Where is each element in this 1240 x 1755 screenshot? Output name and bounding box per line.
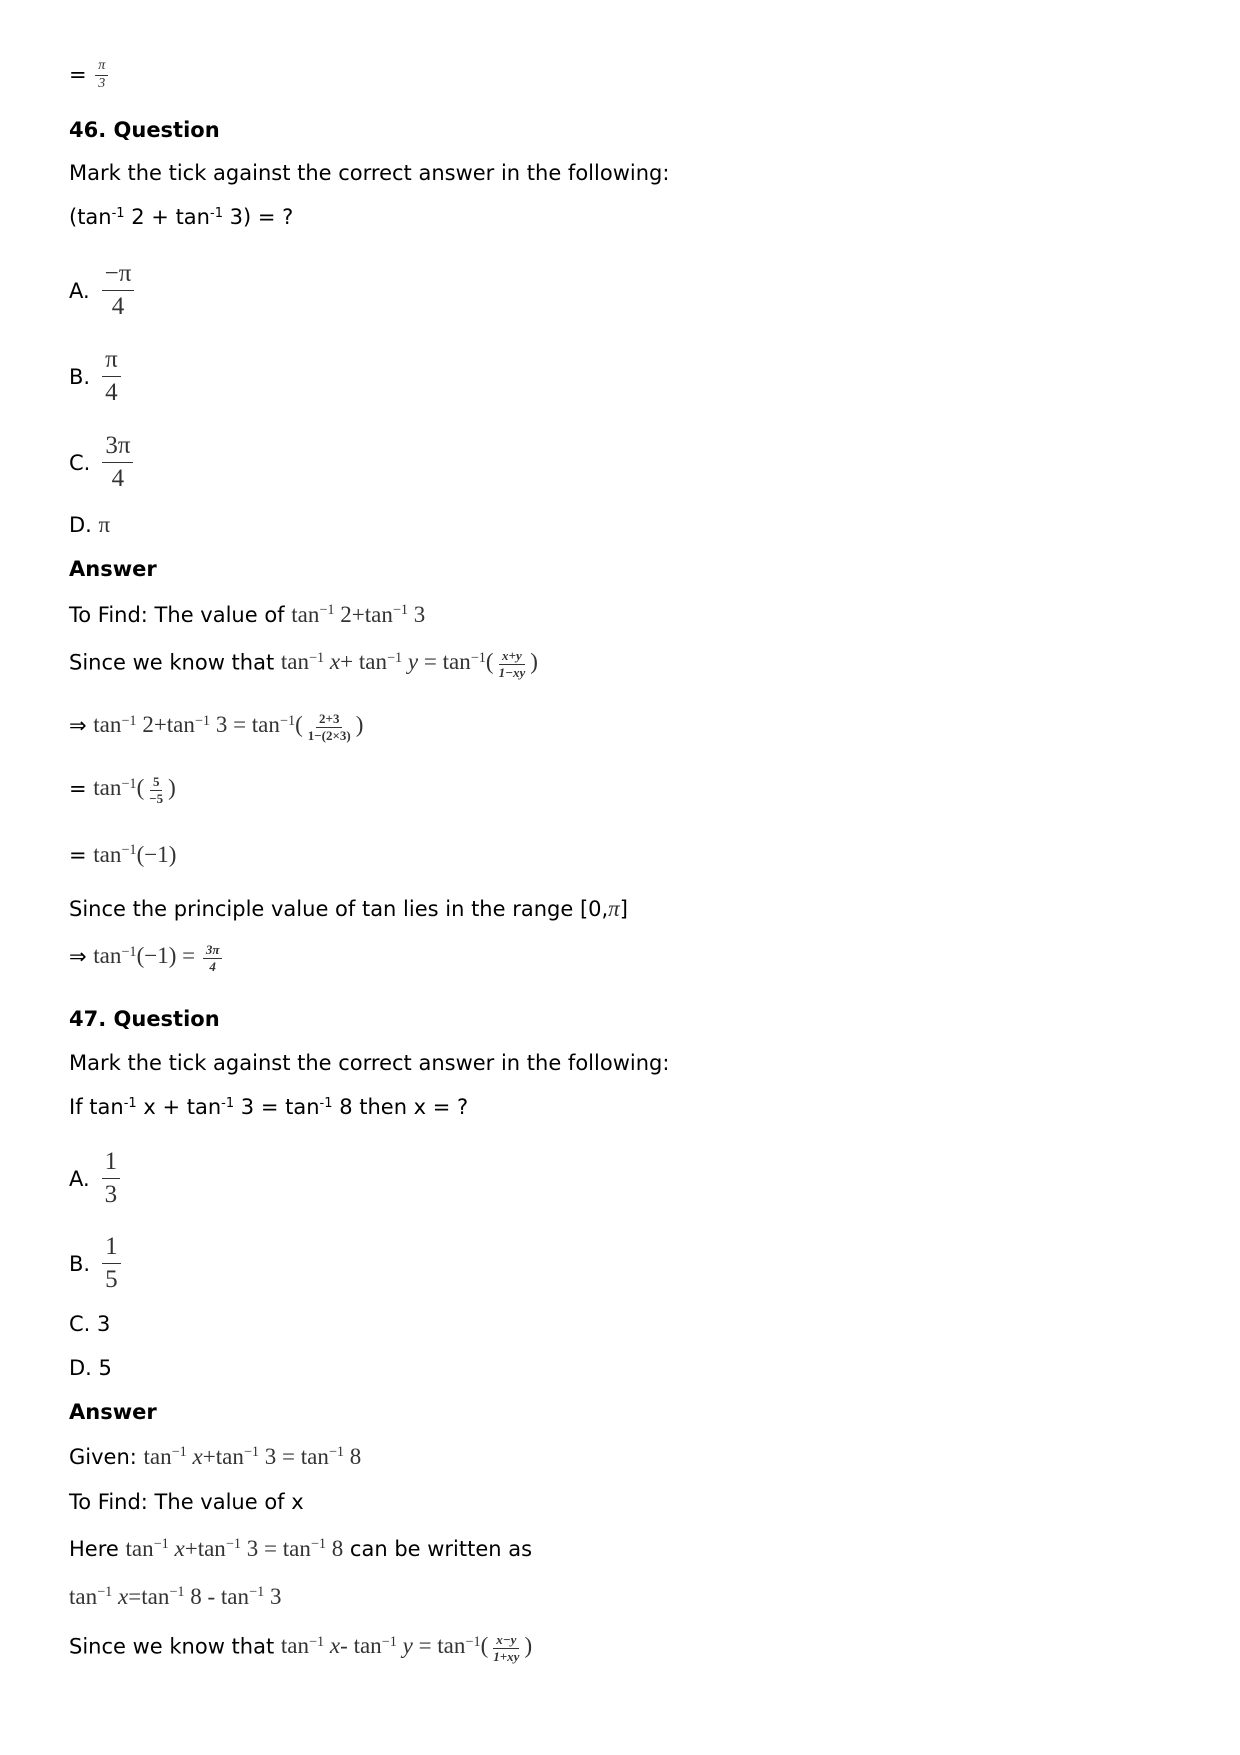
fraction [146,774,166,806]
fraction-numerator: 2+3 [316,711,342,728]
fraction-pi-over-3 [95,58,108,93]
option-fraction [102,1233,121,1294]
math: tan [125,1536,154,1561]
option-fraction [102,260,135,321]
math: tan [280,649,309,675]
superscript: -1 [123,1095,137,1111]
math: 2+tan [136,712,195,738]
text: Given: [69,1445,144,1469]
paren: ) [530,649,538,675]
text: Since we know that [69,650,281,675]
stem-text: 8 then x = ? [332,1095,469,1119]
paren: ) [355,712,364,738]
fraction [496,648,529,680]
stem-text: x + tan [136,1095,222,1119]
fraction-denominator: 3 [98,75,106,91]
equals-sign: = [69,62,87,87]
fraction-denominator: 1+xy [493,1648,520,1664]
fraction-numerator: 1 [102,1148,121,1179]
q46-option-b [69,346,123,407]
stem-text: 3) = ? [222,205,294,229]
stem-text: If tan [69,1095,124,1119]
math: tan [358,649,387,675]
superscript: −1 [153,1536,169,1553]
superscript: −1 [121,943,137,960]
text: can be written as [343,1537,533,1561]
math: 3 [240,1536,259,1561]
text: ] [619,897,628,921]
q46-step3 [69,841,176,869]
q47-option-b [69,1233,123,1294]
q47-instruction: Mark the tick against the correct answer in the following: [69,1051,670,1075]
superscript: -1 [210,205,223,221]
fraction-denominator: 3 [104,1181,118,1208]
option-fraction [102,1148,121,1209]
stem-text: 3 = tan [234,1095,320,1119]
superscript: −1 [121,842,137,859]
q46-principle [69,895,628,923]
fraction-numerator: 3π [203,942,223,959]
superscript: −1 [392,602,409,619]
option-value: π [98,512,111,537]
variable: x [186,1444,203,1469]
superscript: −1 [249,1584,265,1601]
math: tan [251,712,280,738]
operator: - [340,1633,354,1659]
superscript: −1 [470,649,486,666]
q46-stem [69,205,293,230]
superscript: −1 [97,1584,113,1601]
text: Since we know that [69,1634,281,1659]
operator: = [412,1633,438,1659]
operator: = [69,843,94,867]
paren: ( [485,649,494,675]
superscript: −1 [279,712,296,729]
paren: ) [168,775,176,801]
pi-symbol: π [608,896,620,921]
implies-arrow: ⇒ [69,944,94,969]
math: tan [437,1633,466,1659]
operator: = [227,712,252,738]
variable: x [324,649,341,675]
q47-heading: 47. Question [69,1007,220,1031]
superscript: −1 [225,1536,241,1553]
math: tan [300,1444,329,1469]
fraction-numerator: −π [102,260,135,291]
superscript: −1 [121,712,137,729]
operator: = [258,1536,283,1561]
superscript: −1 [386,649,403,666]
operator: = [418,649,443,675]
q46-answer-heading: Answer [69,557,157,581]
q47-answer-heading: Answer [69,1400,157,1424]
option-label: A. [69,278,90,303]
q47-here [69,1535,532,1563]
fraction-numerator: 3π [102,432,133,463]
fraction-denominator: −5 [149,790,164,806]
math: 2+tan [334,602,393,627]
option-label: C. [69,450,91,475]
fraction-numerator: x−y [493,1632,519,1649]
superscript: −1 [121,775,137,792]
fraction [305,711,354,743]
fraction-denominator: 4 [111,465,125,492]
math: 3 [264,1584,282,1609]
q47-option-c [69,1312,110,1337]
math: 8 [344,1444,362,1469]
operator: = [276,1444,301,1469]
q46-step2 [69,774,176,806]
operator: + [340,649,359,675]
superscript: -1 [319,1095,333,1111]
math: tan [220,1584,250,1609]
fraction-numerator: x+y [499,648,525,665]
math: 3 [210,712,228,738]
math: (−1) [136,842,177,867]
math: tan [93,712,122,738]
fraction-numerator: 5 [150,774,163,791]
option-label: A. [69,1166,90,1191]
math: tan [143,1444,172,1469]
q46-step1 [69,711,363,743]
variable: x [168,1536,185,1561]
q47-option-d [69,1356,112,1381]
q47-rewrite [69,1583,281,1611]
option-label: C. [69,1312,91,1336]
q47-option-a [69,1148,122,1209]
fraction-denominator: 4 [111,293,125,320]
math: tan [93,943,122,969]
fraction-denominator: 1−(2×3) [307,727,351,743]
math: +tan [202,1444,244,1469]
math: tan [280,1633,309,1659]
q47-to-find: To Find: The value of x [69,1490,304,1514]
option-fraction [102,346,121,407]
option-label: B. [69,1251,91,1276]
superscript: −1 [328,1444,345,1461]
fraction-numerator: π [95,58,108,76]
q46-option-c [69,432,135,493]
text: To Find: The value of [69,603,292,627]
stem-text: (tan [69,205,112,229]
q46-final [69,942,224,974]
superscript: −1 [381,1633,397,1650]
math: tan [93,842,122,867]
superscript: −1 [465,1633,481,1650]
superscript: −1 [171,1444,187,1461]
text: Since the principle value of tan lies in the range [0, [69,897,609,921]
top-equation [69,58,110,93]
fraction-denominator: 5 [105,1266,118,1293]
option-value: 5 [98,1356,112,1380]
superscript: -1 [221,1095,235,1111]
math: 3 [259,1444,277,1469]
implies-arrow: ⇒ [69,713,94,738]
paren: ( [480,1633,489,1659]
fraction-numerator: 1 [102,1233,121,1264]
option-label: D. [69,513,92,537]
q46-heading: 46. Question [69,118,220,142]
fraction-denominator: 4 [105,379,118,406]
variable: y [396,1633,413,1659]
superscript: −1 [194,712,211,729]
fraction-numerator: π [102,346,121,377]
fraction-denominator: 1−xy [498,664,526,680]
math: =tan [128,1584,170,1609]
q46-option-a [69,260,136,321]
fraction-denominator: 4 [209,958,216,974]
math: 3 [408,602,426,627]
operator: - [201,1584,221,1609]
paren: ( [136,775,145,801]
q47-stem [69,1095,468,1120]
superscript: −1 [319,602,335,619]
text: Here [69,1537,126,1561]
q46-option-d [69,511,110,539]
paren: ( [295,712,303,738]
math: tan [93,775,122,801]
math: tan [282,1536,311,1561]
option-label: B. [69,364,91,389]
variable: y [402,649,419,675]
paren: ) [524,1633,533,1659]
q46-formula [69,648,538,680]
option-fraction [102,432,133,493]
math: tan [353,1633,382,1659]
math: (−1) = [136,943,201,969]
superscript: -1 [111,205,125,221]
math: +tan [184,1536,226,1561]
superscript: −1 [243,1444,260,1461]
fraction [203,942,223,974]
math: 8 [326,1536,344,1561]
stem-text: 2 + tan [124,205,210,229]
fraction [490,1632,522,1664]
superscript: −1 [310,1536,326,1553]
math: tan [442,649,471,675]
superscript: −1 [309,1633,325,1650]
math: tan [69,1584,98,1609]
math: tan [291,602,320,627]
option-label: D. [69,1356,92,1380]
superscript: −1 [169,1584,185,1601]
superscript: −1 [309,649,325,666]
q47-given [69,1443,361,1471]
q46-to-find [69,601,425,629]
q46-instruction: Mark the tick against the correct answer in the following: [69,161,670,185]
option-value: 3 [97,1312,111,1336]
math: 8 [184,1584,202,1609]
variable: x [112,1584,129,1609]
q47-formula [69,1632,532,1664]
operator: = [69,776,94,801]
variable: x [324,1633,341,1659]
